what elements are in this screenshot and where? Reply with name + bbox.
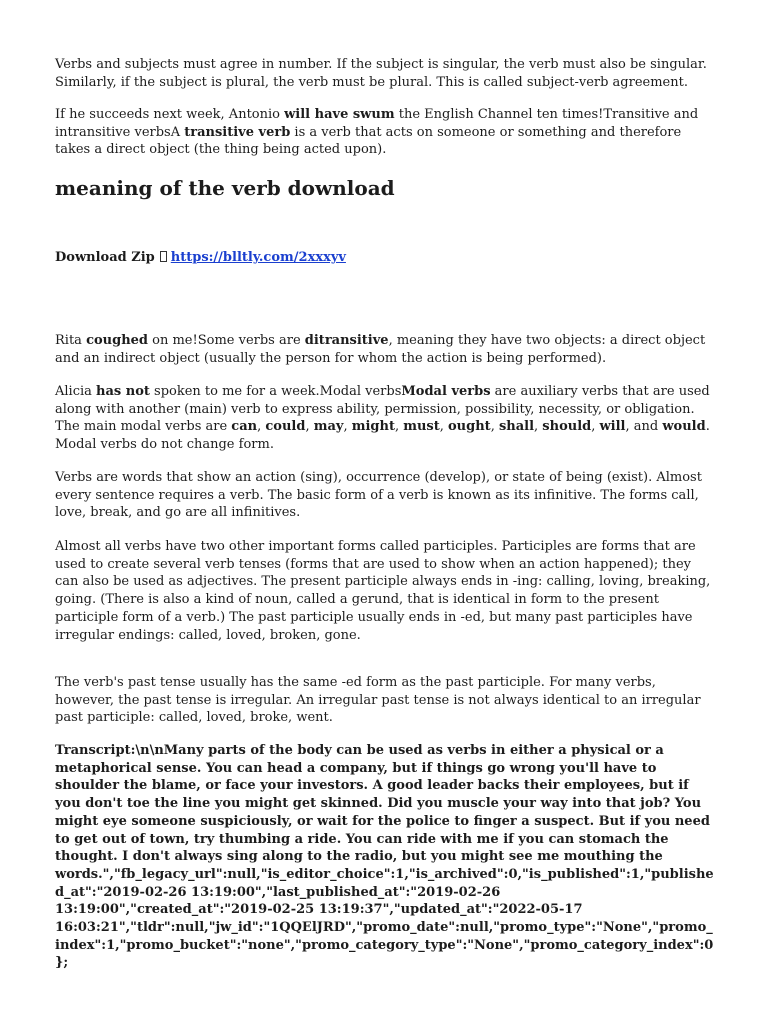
text-segment: Rita <box>55 333 87 348</box>
text-segment: Almost all verbs have two other important forms called participles. Participles are forms that are used to create several verb tenses (forms that are used to show when an action happened); they can also be used as adjectives. The present participle always ends in -ing: calling, loving, breaking, going. (There is also a kind of noun, called a gerund, that is identical in form to the present participle form of a verb.) The past participle usually ends in -ed, but many past participles have irregular endings: called, loved, broken, gone. <box>55 539 711 643</box>
paragraph-past-tense <box>55 674 715 727</box>
page-heading: meaning of the verb download <box>55 176 395 200</box>
text-segment: spoken to me for a week.Modal verbs <box>149 384 402 399</box>
bold-text: transitive verb <box>184 124 291 140</box>
bold-text: ought <box>448 419 491 435</box>
bold-text: has not <box>96 384 150 399</box>
text-segment: , <box>394 419 404 435</box>
text-segment: Alicia <box>55 384 97 399</box>
download-row <box>55 249 715 267</box>
text-segment: is a verb that acts on someone or something and therefore takes a direct object (the thing being acted upon). <box>55 124 682 158</box>
download-link[interactable]: https://blltly.com/2xxxyv <box>170 250 346 265</box>
paragraph-transitive-verbs <box>55 106 715 159</box>
text-segment: , <box>490 419 499 435</box>
paragraph-modal-verbs <box>55 383 715 454</box>
bold-text: ditransitive <box>304 333 389 348</box>
bold-text: coughed <box>86 333 149 348</box>
bold-text: could <box>265 419 306 435</box>
text-segment: If he succeeds next week, Antonio <box>55 107 285 122</box>
bold-text: will have swum <box>284 107 395 122</box>
bold-text: can <box>231 419 258 435</box>
missing-glyph-icon <box>160 251 167 262</box>
paragraph-ditransitive-verbs <box>55 332 715 367</box>
paragraph-transcript: Transcript:\n\nMany parts of the body can be used as verbs in either a physical or a metaphorical sense. You can head a company, but if things go wrong you'll have to shoulder the blame, or face your investors. A good leader backs their employees, but if you don't toe the line you might get skinned. Did you muscle your way into that job? You might eye someone suspiciously, or wait for the police to finger a suspect. But if you need to get out of town, try thumbing a ride. You can ride with me if you can stomach the thought. I don't always sing along to the radio, but you might see me mouthing the words.","fb_legacy_url":null,"is_editor_choice":1,"is_archived":0,"is_published":1,"published_at":"2019-02-26 13:19:00","last_published_at":"2019-02-26 13:19:00","created_at":"2019-02-25 13:19:37","updated_at":"2022-05-17 16:03:21","tldr":null,"jw_id":"1QQElJRD","promo_date":null,"promo_type":"None","promo_index":1,"promo_bucket":"none","promo_category_type":"None","promo_category_index":0}; <box>55 743 714 971</box>
bold-text: should <box>542 419 592 435</box>
text-segment: , <box>305 419 314 435</box>
text-segment: , <box>343 419 352 435</box>
text-segment: , meaning they have two objects: a direct object and an indirect object (usually the person for whom the action is being performed). <box>55 333 706 366</box>
text-segment: , <box>534 419 543 435</box>
text-segment: on me!Some verbs are <box>148 333 305 348</box>
text-segment: are auxiliary verbs that are used along with another (main) verb to express ability, permission, possibility, necessity, or obligation. The main modal verbs are <box>55 384 710 435</box>
text-segment: Verbs and subjects must agree in number. If the subject is singular, the verb must also be singular. Similarly, if the subject is plural, the verb must be plural. This is called subject-verb agreement. <box>55 57 707 90</box>
bold-text: would <box>662 419 706 435</box>
paragraph-participles <box>55 538 715 644</box>
text-segment: Verbs are words that show an action (sing), occurrence (develop), or state of being (exist). Almost every sentence requires a verb. The basic form of a verb is known as its infinitive. The forms call, love, break, and go are all infinitives. <box>55 470 702 521</box>
paragraph-subject-verb-agreement <box>55 56 715 91</box>
text-segment: , <box>439 419 449 435</box>
bold-text: may <box>313 419 344 435</box>
text-segment: , <box>257 419 266 435</box>
bold-text: must <box>403 419 440 435</box>
text-segment: , and <box>625 419 663 435</box>
bold-text: Modal verbs <box>401 384 491 399</box>
text-segment: , <box>591 419 600 435</box>
bold-text: might <box>351 419 395 435</box>
paragraph-verb-definition <box>55 469 715 522</box>
text-segment: . Modal verbs do not change form. <box>55 419 710 453</box>
text-segment: the English Channel ten times!Transitive and intransitive verbsA <box>55 107 699 140</box>
download-label: Download Zip <box>55 250 155 265</box>
bold-text: shall <box>498 419 535 435</box>
bold-text: will <box>599 419 626 435</box>
text-segment: The verb's past tense usually has the same -ed form as the past participle. For many verbs, however, the past tense is irregular. An irregular past tense is not always identical to an irregular past participle: called, loved, broke, went. <box>55 675 701 726</box>
